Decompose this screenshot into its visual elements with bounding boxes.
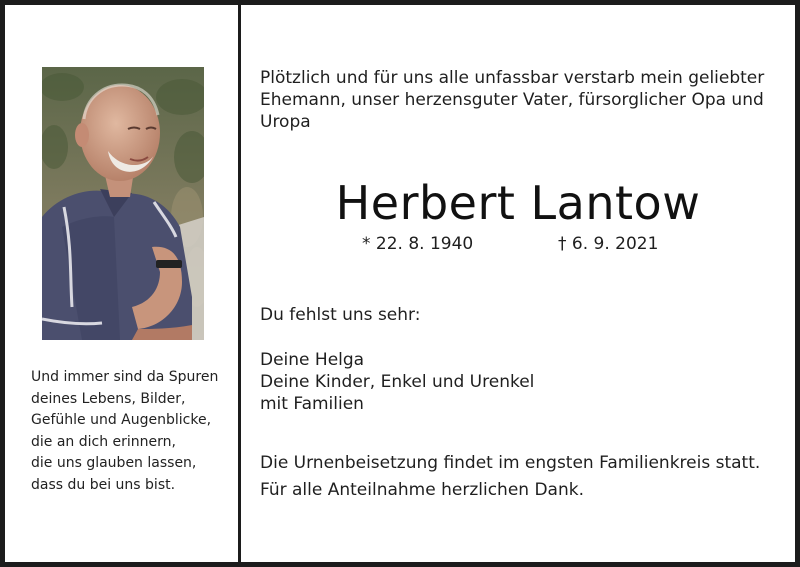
closing-text: [260, 450, 760, 504]
intro-line: Plötzlich und für uns alle unfassbar verstarb mein geliebter: [260, 68, 765, 88]
deceased-name: Herbert Lantow: [335, 176, 701, 230]
poem-line: die an dich erinnern,: [31, 433, 176, 450]
poem: [31, 367, 231, 496]
intro-text: [260, 67, 780, 133]
poem-line: die uns glauben lassen,: [31, 455, 197, 471]
poem-line: Und immer sind da Spuren: [31, 369, 219, 385]
poem-line: dass du bei uns bist.: [31, 476, 176, 493]
closing-line: Die Urnenbeisetzung findet im engsten Familienkreis statt.: [260, 453, 761, 473]
signoff: [260, 349, 534, 415]
poem-line: deines Lebens, Bilder,: [31, 390, 186, 407]
closing-line: Für alle Anteilnahme herzlichen Dank.: [260, 480, 584, 500]
signoff-line: mit Familien: [260, 394, 364, 414]
portrait-illustration: [42, 67, 204, 340]
intro-line: Uropa: [260, 112, 311, 132]
poem-line: Gefühle und Augenblicke,: [31, 412, 212, 428]
miss-line: Du fehlst uns sehr:: [260, 305, 421, 325]
portrait-photo: [42, 67, 204, 340]
signoff-line: Deine Helga: [260, 350, 365, 370]
signoff-line: Deine Kinder, Enkel und Urenkel: [260, 372, 535, 392]
intro-line: Ehemann, unser herzensguter Vater, fürsorglicher Opa und: [260, 90, 764, 110]
birth-date: * 22. 8. 1940: [362, 234, 474, 254]
right-column: [241, 5, 795, 562]
death-date: † 6. 9. 2021: [558, 234, 659, 254]
left-column: [5, 5, 238, 562]
